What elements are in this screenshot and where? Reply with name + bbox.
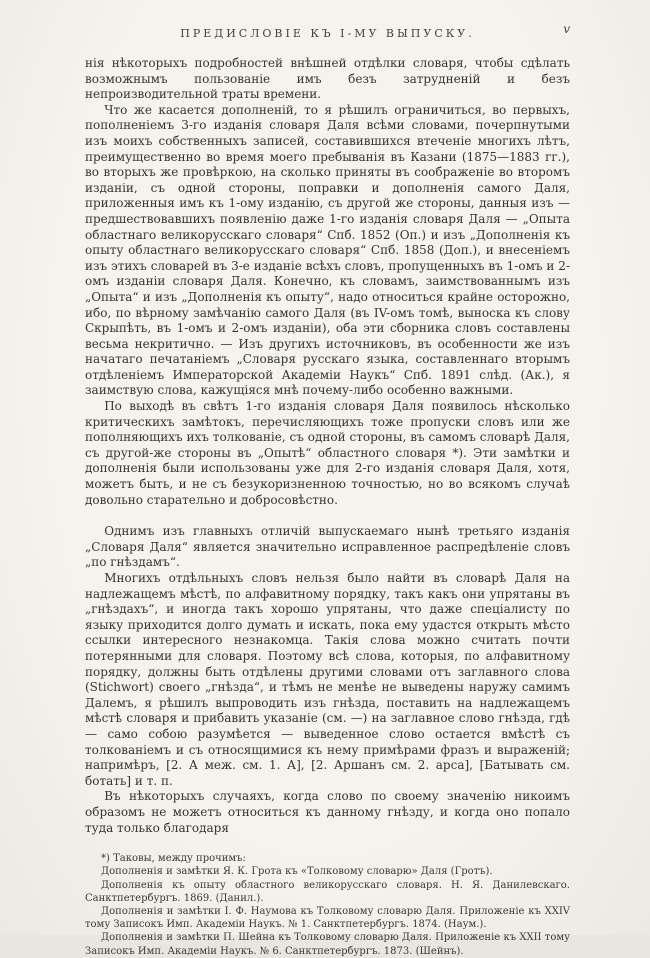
page-body bbox=[85, 56, 570, 836]
paragraph: Однимъ изъ главныхъ отличій выпускаемаго нынѣ третьяго изданія „Словаря Даля“ является значительно исправленное распредѣленіе словъ „по гнѣздамъ“. bbox=[85, 524, 570, 570]
page-number: v bbox=[563, 22, 570, 36]
footnote bbox=[85, 852, 570, 958]
page-title: ПРЕДИСЛОВІЕ КЪ I-МУ ВЫПУСКУ. bbox=[180, 27, 475, 40]
footnote-line: Дополненія и замѣтки Я. К. Грота къ «Толковому словарю» Даля (Гротъ). bbox=[101, 866, 493, 878]
paragraph: Въ нѣкоторыхъ случаяхъ, когда слово по своему значенію никоимъ образомъ не можетъ относиться къ данному гнѣзду, и когда оно попало туда только благодаря bbox=[85, 789, 570, 835]
paragraph: нія нѣкоторыхъ подробностей внѣшней отдѣлки словаря, чтобы сдѣлать возможнымъ пользованіе имъ безъ затрудненій и безъ непроизводительной траты времени. bbox=[85, 56, 570, 102]
paragraph: Что же касается дополненій, то я рѣшилъ ограничиться, во первыхъ, пополненіемъ 3-го изданія словаря Даля всѣми словами, почерпнутыми изъ моихъ собственныхъ записей, составившихся втеченіе многихъ лѣтъ, преимущественно во время моего пребыванія въ Казани (1875—1883 гг.), во вторыхъ же провѣркою, на сколько приняты въ соображеніе во второмъ изданіи, съ одной стороны, поправки и дополненія самого Даля, приложенныя имъ къ 1-ому изданію, съ другой же стороны, данныя изъ — предшествовавшихъ появленію даже 1-го изданія словаря Даля — „Опыта областнаго великорусскаго словаря“ Спб. 1852 (Оп.) и изъ „Дополненія къ опыту областнаго великорусскаго словаря“ Спб. 1858 (Доп.), и внесеніемъ изъ этихъ словарей въ 3-е изданіе всѣхъ словъ, пропущенныхъ въ 1-омъ и 2-омъ изданіи словаря Даля. Конечно, къ словамъ, заимствованнымъ изъ „Опыта“ и изъ „Дополненія къ опыту“, надо относиться крайне осторожно, ибо, по вѣрному замѣчанію самого Даля (въ IV-омъ томѣ, выноска къ слову Скрыпѣть, въ 1-омъ и 2-омъ изданіи), оба эти сборника словъ составлены весьма некритично. — Изъ другихъ источниковъ, въ особенности же изъ начатаго печатаніемъ „Словаря русскаго языка, составленнаго вторымъ отдѣленіемъ Императорской Академіи Наукъ“ Спб. 1891 слѣд. (Ак.), я заимствую слова, кажущіяся мнѣ почему-либо особенно важными. bbox=[85, 102, 570, 398]
footnote-line: Дополненія и замѣтки П. Шейна къ Толковому словарю Даля. Приложеніе къ XXII тому Записокъ Имп. Академіи Наукъ. № 6. Санктпетербургъ. 1873. (Шейнъ). bbox=[85, 932, 570, 957]
paragraph: По выходѣ въ свѣтъ 1-го изданія словаря Даля появилось нѣсколько критическихъ замѣтокъ, перечисляющихъ тоже пропуски словъ или же пополняющихъ ихъ толкованіе, съ одной стороны, въ самомъ словарѣ Даля, съ другой-же стороны въ „Опытѣ“ областного словаря *). Эти замѣтки и дополненія были использованы уже для 2-го изданія словаря Даля, хотя, можетъ быть, и не съ безукоризненною точностью, но во всякомъ случаѣ довольно старательно и добросовѣстно. bbox=[85, 399, 570, 507]
page-header bbox=[85, 22, 570, 38]
footnote-line: Дополненія къ опыту областного великорусскаго словаря. Н. Я. Данилевскаго. Санктпетербургъ. 1869. (Данил.). bbox=[85, 879, 570, 904]
footnote-line: *) Таковы, между прочимъ: bbox=[101, 853, 246, 865]
footnote-line: Дополненія и замѣтки І. Ф. Наумова къ Толковому словарю Даля. Приложеніе къ XXIV тому Записокъ Имп. Академіи Наукъ. № 1. Санктпетербургъ. 1874. (Наум.). bbox=[85, 905, 570, 931]
paragraph: Многихъ отдѣльныхъ словъ нельзя было найти въ словарѣ Даля на надлежащемъ мѣстѣ, по алфавитному порядку, такъ какъ они упрятаны въ „гнѣздахъ“, и иногда такъ хорошо упрятаны, что даже спеціалисту по языку приходится долго думать и искать, пока ему удастся открыть мѣсто ссылки интересного незнакомца. Такія слова можно считать почти потерянными для словаря. Поэтому всѣ слова, которыя, по алфавитному порядку, должны быть отдѣлены другими словами отъ заглавного слова (Stichwort) своего „гнѣзда“, и тѣмъ не менѣе не выведены наружу самимъ Далемъ, я рѣшилъ выпроводить изъ гнѣзда, поставить на надлежащемъ мѣстѣ словаря и прибавить указаніе (см. —) на заглавное слово гнѣзда, гдѣ — само собою разумѣется — выведенное слово остается вмѣстѣ съ толкованіемъ и съ относящимися къ нему примѣрами фразъ и выраженій; напримѣръ, [2. А меж. см. 1. А], [2. Аршанъ см. 2. арса], [Батывать см. ботать] и т. п. bbox=[85, 571, 570, 788]
